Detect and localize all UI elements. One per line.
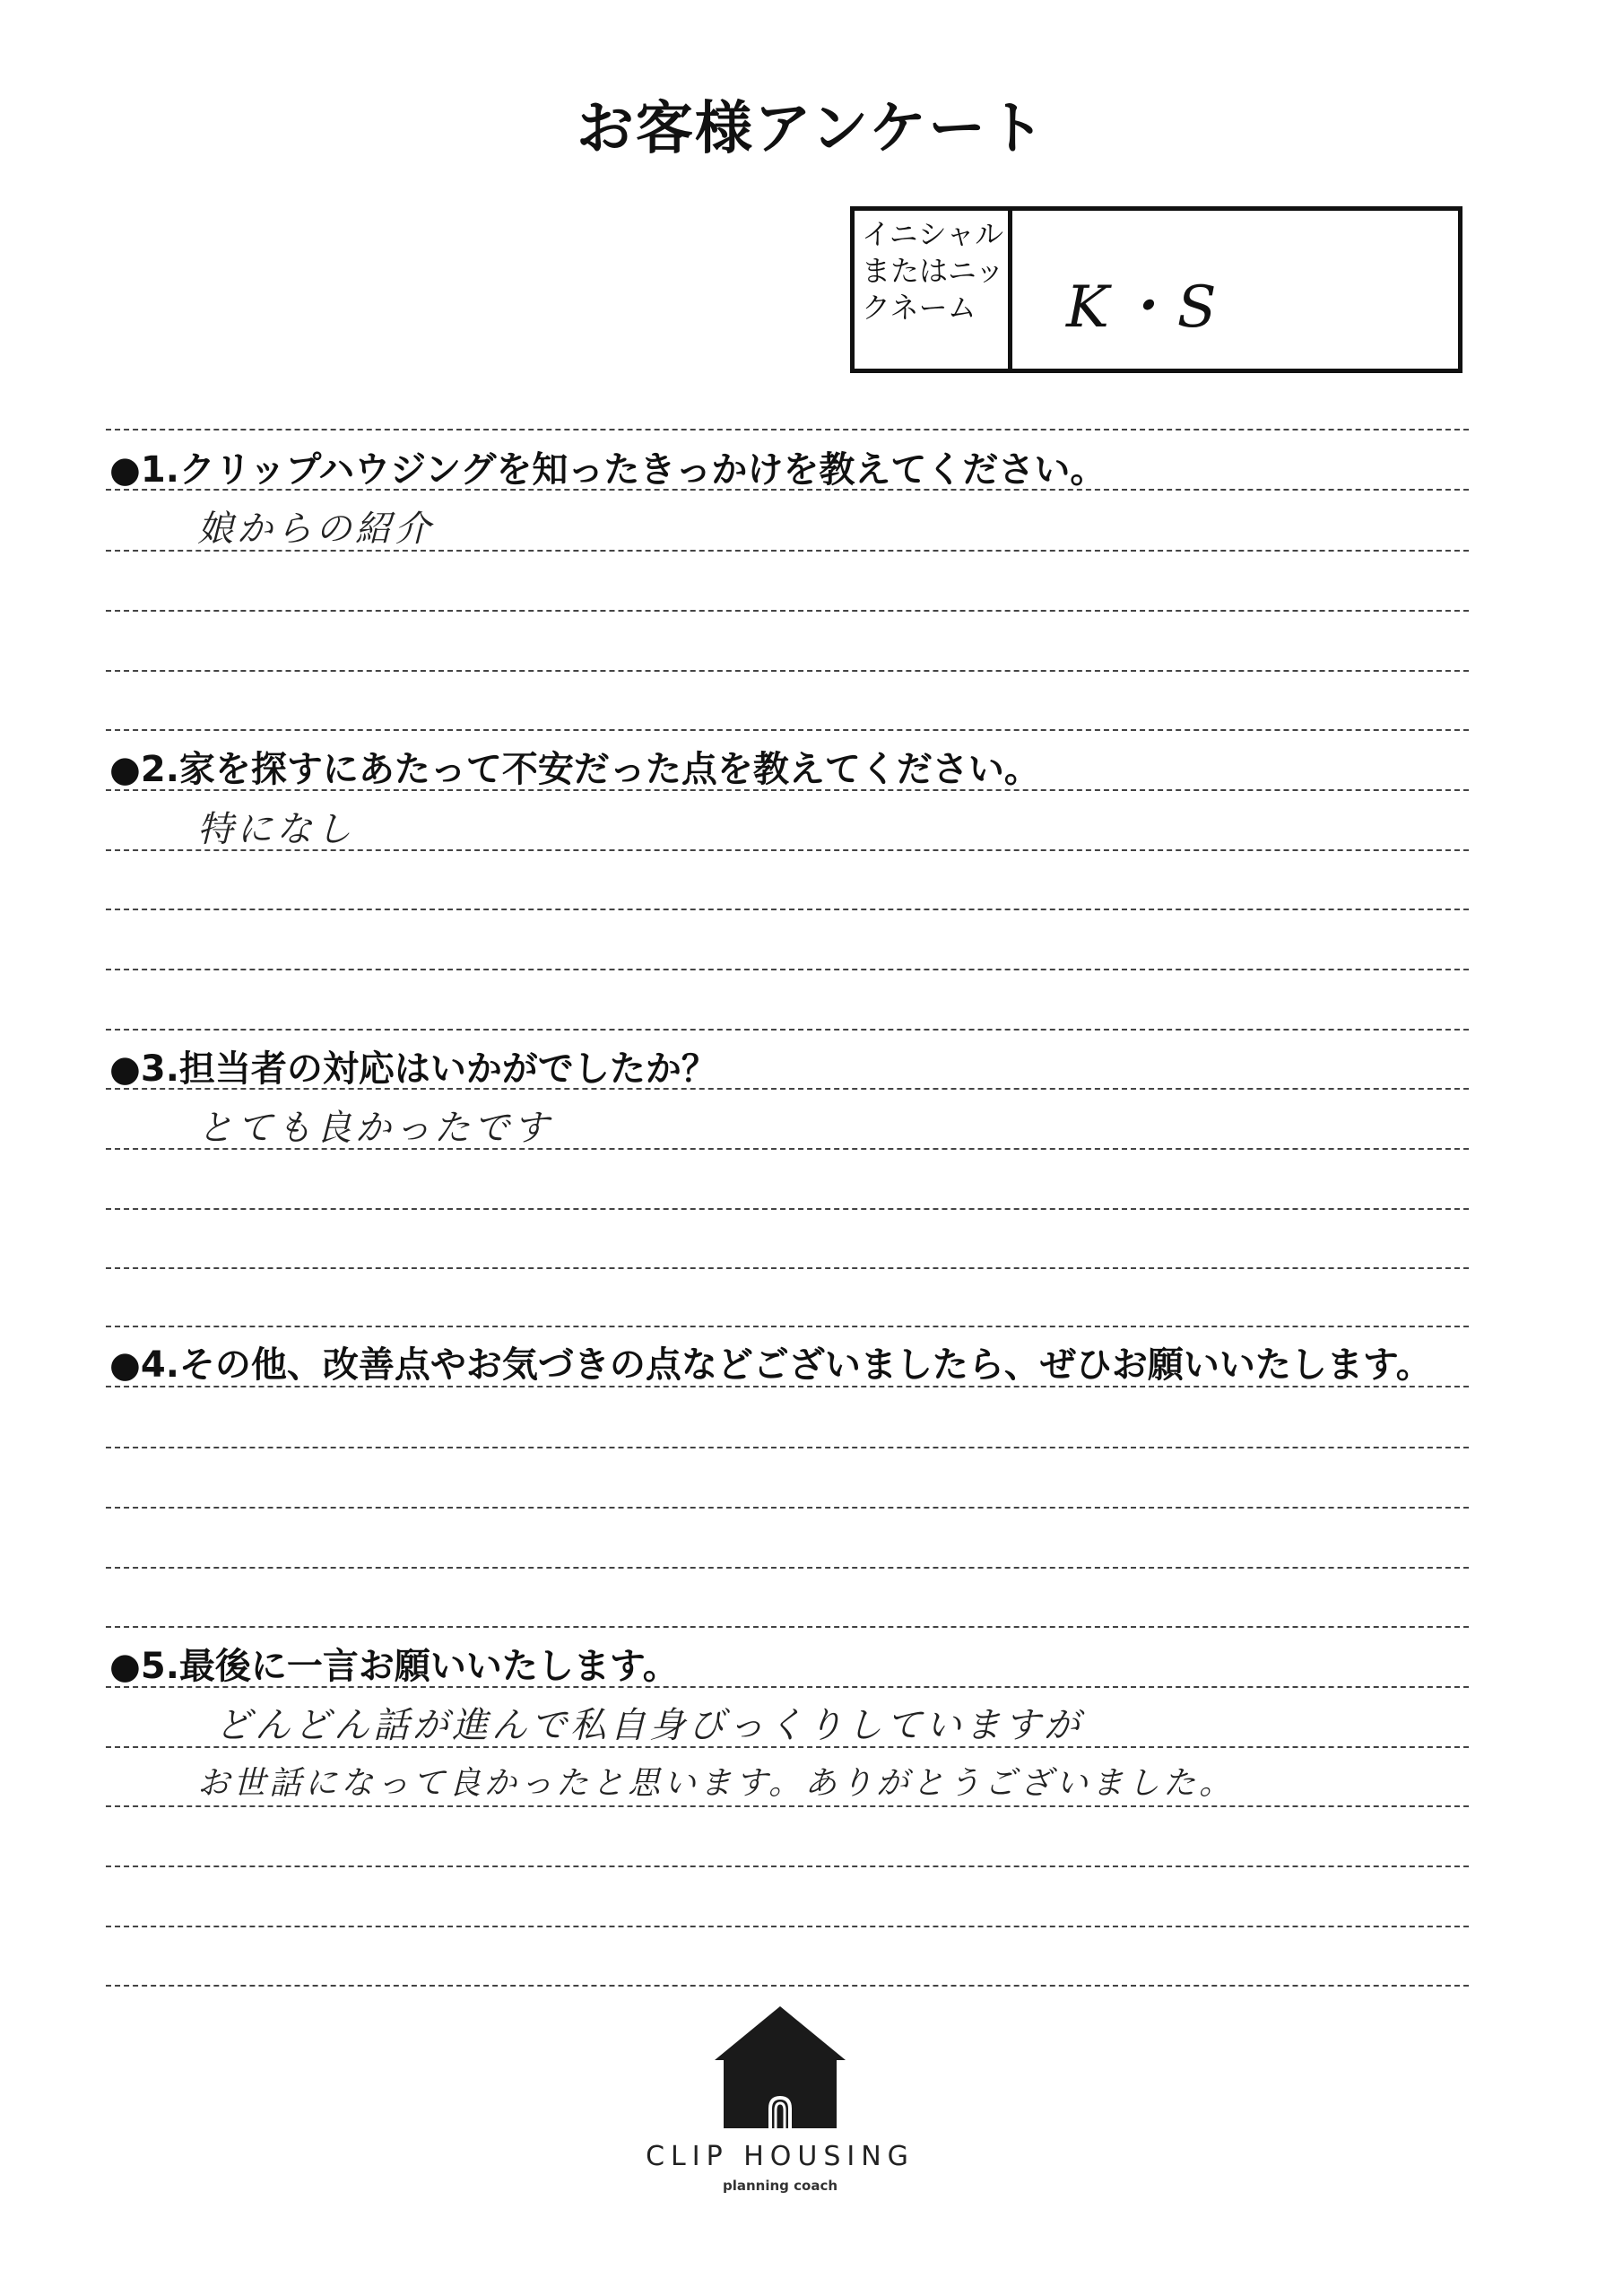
- rule-line: [106, 1447, 1469, 1448]
- brand-tagline: planning coach: [722, 2178, 838, 2194]
- rule-line: [106, 729, 1469, 731]
- rule-line: [106, 1805, 1469, 1807]
- rule-line: [106, 1866, 1469, 1867]
- initial-value: K・S: [1066, 274, 1222, 341]
- rule-line: [106, 1148, 1469, 1150]
- rule-line: [106, 909, 1469, 910]
- answer-3-line-1: とても良かったです: [197, 1108, 552, 1149]
- initial-box: [850, 206, 1462, 373]
- rule-line: [106, 429, 1469, 430]
- bullet-icon: ●: [109, 1344, 141, 1386]
- rule-line: [106, 789, 1469, 791]
- rule-line: [106, 1746, 1469, 1748]
- rule-line: [106, 969, 1469, 970]
- answer-2-line-1: 特になし: [197, 809, 355, 850]
- question-5-text: 5.最後に一言お願いいたします。: [140, 1646, 679, 1687]
- rule-line: [106, 1626, 1469, 1628]
- rule-line: [106, 489, 1469, 491]
- house-icon: [713, 2005, 847, 2130]
- initial-label: イニシャルまたはニックネーム: [855, 211, 1012, 369]
- rule-line: [106, 610, 1469, 612]
- rule-line: [106, 1029, 1469, 1031]
- question-4-text: 4.その他、改善点やお気づきの点などございましたら、ぜひお願いいたします。: [140, 1344, 1432, 1386]
- rule-line: [106, 1507, 1469, 1509]
- bullet-icon: ●: [109, 1048, 141, 1090]
- rule-line: [106, 550, 1469, 552]
- question-1: [109, 441, 1106, 492]
- question-2: [109, 741, 1040, 792]
- rule-line: [106, 1208, 1469, 1210]
- bullet-icon: ●: [109, 1646, 141, 1687]
- rule-line: [106, 1985, 1469, 1987]
- rule-line: [106, 670, 1469, 672]
- question-3-text: 3.担当者の対応はいかがでしたか？: [140, 1048, 717, 1090]
- question-5: [109, 1638, 679, 1689]
- answer-5-line-1: どんどん話が進んで私自身びっくりしていますが: [215, 1705, 1083, 1746]
- bullet-icon: ●: [109, 449, 141, 491]
- page-title: お客様アンケート: [576, 96, 1047, 162]
- rule-line: [106, 1088, 1469, 1090]
- question-2-text: 2.家を探すにあたって不安だった点を教えてください。: [140, 749, 1040, 790]
- rule-line: [106, 1926, 1469, 1927]
- question-4: [109, 1336, 1432, 1387]
- rule-line: [106, 1326, 1469, 1327]
- question-1-text: 1.クリップハウジングを知ったきっかけを教えてください。: [140, 449, 1107, 491]
- rule-line: [106, 1686, 1469, 1688]
- answer-5-line-2: お世話になって良かったと思います。ありがとうございました。: [197, 1765, 1236, 1802]
- rule-line: [106, 1567, 1469, 1569]
- brand-name: CLIP HOUSING: [646, 2141, 915, 2172]
- answer-1-line-1: 娘からの紹介: [197, 509, 434, 550]
- question-3: [109, 1040, 717, 1091]
- rule-line: [106, 1386, 1469, 1387]
- rule-line: [106, 1267, 1469, 1269]
- rule-line: [106, 849, 1469, 851]
- bullet-icon: ●: [109, 749, 141, 790]
